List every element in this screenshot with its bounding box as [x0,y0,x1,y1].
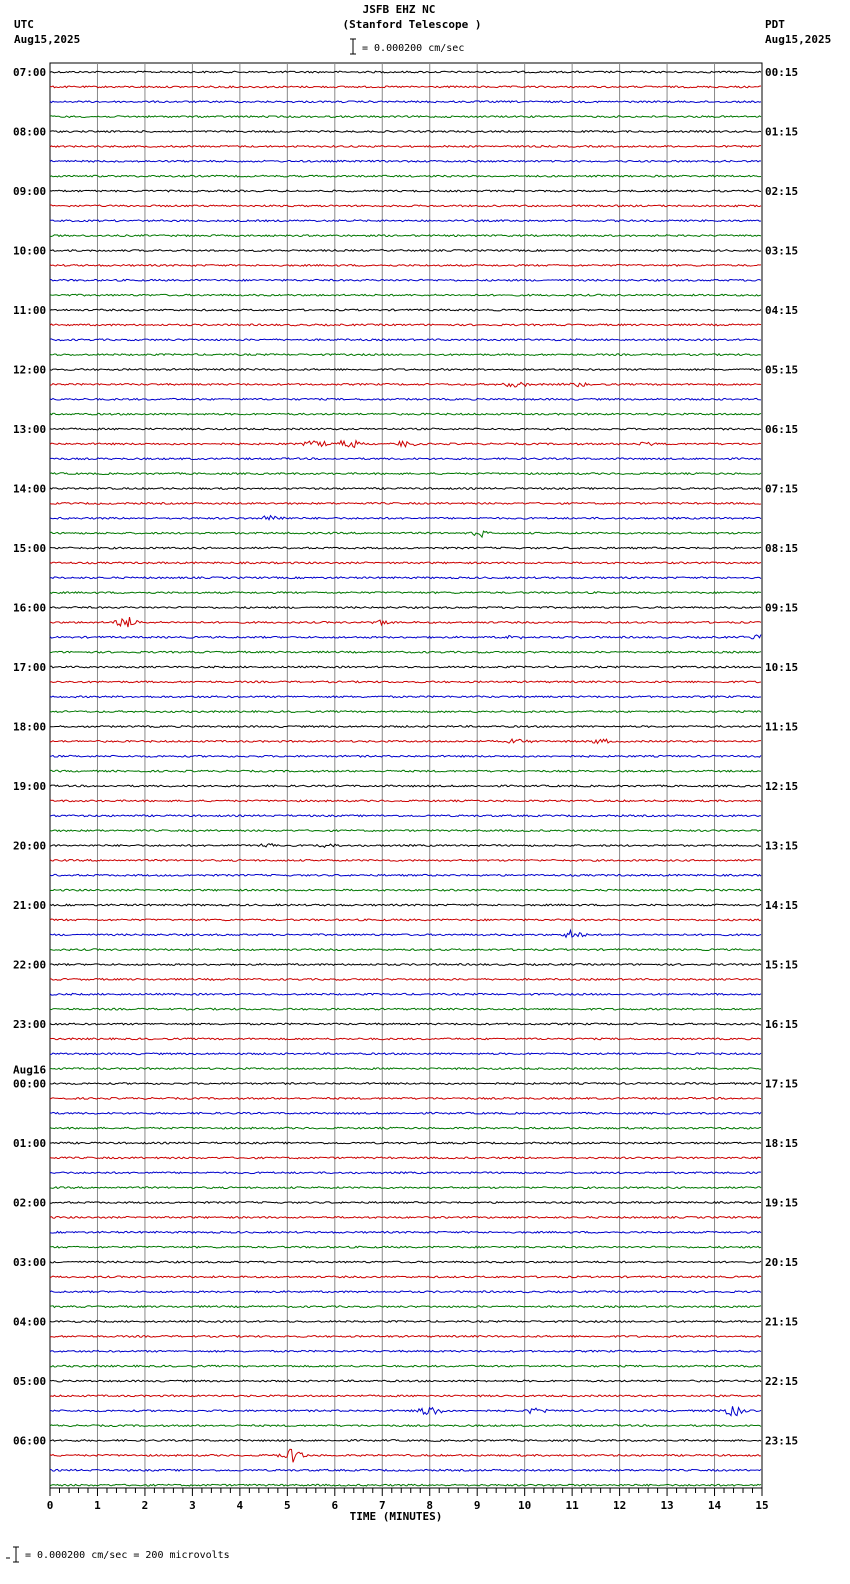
seismic-trace [50,711,761,713]
seismic-trace [50,294,761,296]
utc-hour-label: 09:00 [13,185,47,198]
utc-hour-label: 14:00 [13,482,47,496]
utc-hour-label: 21:00 [13,899,47,912]
seismic-trace [50,577,761,579]
pdt-hour-label: 01:15 [765,125,799,139]
seismic-trace [50,562,761,564]
seismic-trace [50,1187,761,1189]
seismic-trace [50,71,761,73]
utc-hour-label: 17:00 [13,661,47,674]
left-date: Aug15,2025 [14,33,81,46]
seismic-trace [50,1335,761,1337]
seismic-trace [50,1157,761,1159]
pdt-hour-label: 04:15 [765,304,799,317]
utc-hour-label: 19:00 [13,780,47,793]
pdt-hour-label: 22:15 [765,1375,799,1388]
utc-hour-label: 03:00 [13,1256,47,1269]
seismic-trace [50,830,761,832]
seismic-trace [50,1306,761,1308]
seismic-trace [50,1365,761,1367]
pdt-hour-label: 17:15 [765,1077,799,1091]
seismic-trace [50,874,761,876]
pdt-hour-label: 06:15 [765,423,799,436]
seismic-trace [50,681,761,683]
pdt-hour-label: 07:15 [765,482,799,496]
seismic-trace [50,1202,761,1204]
seismic-trace [50,1053,761,1055]
seismic-trace [50,993,761,995]
seismic-trace [50,1321,761,1323]
x-axis-label: TIME (MINUTES) [349,1510,443,1523]
pdt-hour-label: 16:15 [765,1018,799,1031]
seismic-trace [50,116,761,118]
seismic-trace [50,739,761,743]
x-tick-label: 1 [94,1499,101,1512]
utc-hour-label: 23:00 [13,1018,47,1031]
pdt-hour-label: 19:15 [765,1196,799,1210]
seismic-trace [50,175,761,177]
right-date: Aug15,2025 [765,33,832,46]
seismic-trace [50,441,761,448]
seismic-trace [50,844,761,848]
seismic-trace [50,1440,761,1442]
left-timezone: UTC [14,18,34,31]
utc-hour-label: 07:00 [13,66,47,79]
x-tick-label: 0 [46,1499,54,1512]
pdt-hour-label: 23:15 [765,1434,799,1448]
seismic-trace [50,160,761,162]
x-tick-label: 13 [660,1499,674,1512]
seismic-trace [50,309,761,311]
seismic-trace [50,1380,761,1382]
seismic-trace [50,1142,761,1144]
seismic-trace [50,1484,761,1486]
x-tick-label: 8 [426,1499,434,1512]
seismic-trace [50,131,761,133]
right-timezone: PDT [765,18,785,31]
station-title: JSFB EHZ NC [362,3,436,16]
seismic-trace [50,978,761,980]
seismic-trace [50,205,761,207]
pdt-hour-label: 10:15 [765,661,799,674]
utc-hour-label: 15:00 [13,542,47,555]
seismic-trace [50,250,761,252]
utc-hour-label: 16:00 [13,601,47,615]
seismic-trace [50,86,761,88]
seismic-trace [50,1449,761,1462]
seismic-trace [50,1276,761,1278]
utc-hour-label: 11:00 [13,304,47,317]
footer-scale-text: = 0.000200 cm/sec = 200 microvolts [25,1550,230,1561]
seismic-trace [50,488,761,490]
x-tick-label: 3 [189,1499,196,1512]
seismic-trace [50,1216,761,1218]
seismic-trace [50,1038,761,1040]
x-tick-label: 6 [331,1499,339,1512]
seismic-trace [50,1127,761,1129]
telescope-subtitle: (Stanford Telescope ) [342,18,482,31]
x-tick-label: 12 [612,1499,627,1512]
seismic-trace [50,1395,761,1397]
seismic-trace [50,1112,761,1114]
utc-hour-label: 01:00 [13,1137,47,1150]
seismic-trace [50,1008,761,1010]
seismic-trace [50,354,761,356]
utc-hour-label: 02:00 [13,1196,47,1210]
x-tick-label: 15 [755,1499,769,1512]
seismic-trace [50,458,761,460]
seismic-trace [50,1023,761,1025]
seismic-trace [50,815,761,817]
seismic-trace [50,279,761,281]
utc-hour-label: 13:00 [13,423,47,436]
seismic-trace [50,324,761,326]
seismic-trace [50,607,761,609]
seismic-trace [50,904,761,906]
x-tick-label: 10 [518,1499,532,1512]
utc-hour-label: 00:00 [13,1077,47,1091]
seismic-trace [50,1231,761,1233]
seismic-trace [50,800,761,802]
seismic-trace [50,785,761,787]
pdt-hour-label: 12:15 [765,780,799,793]
seismic-trace [50,473,761,475]
utc-hour-label: 04:00 [13,1315,47,1329]
seismic-trace [50,1172,761,1174]
pdt-hour-label: 05:15 [765,363,799,377]
scale-text: = 0.000200 cm/sec [362,43,465,54]
utc-hour-label: 10:00 [13,244,47,258]
pdt-hour-label: 09:15 [765,601,799,615]
utc-hour-label: 08:00 [13,125,47,139]
seismic-trace [50,516,761,520]
x-tick-label: 9 [473,1499,481,1512]
seismic-trace [50,1425,761,1427]
seismic-trace [50,592,761,594]
seismic-trace [50,755,761,757]
seismic-trace [50,696,761,698]
pdt-hour-label: 03:15 [765,244,799,258]
seismic-trace [50,964,761,966]
seismic-trace [50,547,761,549]
pdt-hour-label: 21:15 [765,1315,799,1329]
date-change-label: Aug16 [13,1063,47,1077]
utc-hour-label: 12:00 [13,363,47,377]
seismic-trace [50,428,761,430]
seismic-trace [50,1291,761,1293]
pdt-hour-label: 13:15 [765,839,799,853]
pdt-hour-label: 11:15 [765,720,799,734]
seismic-trace [50,1469,761,1471]
seismic-trace [50,1068,761,1070]
seismic-trace [50,1246,761,1248]
seismic-trace [50,235,761,237]
x-tick-label: 4 [236,1499,244,1512]
pdt-hour-label: 00:15 [765,66,799,79]
seismic-trace [50,930,761,937]
seismic-trace [50,264,761,266]
utc-hour-label: 22:00 [13,958,47,972]
utc-hour-label: 18:00 [13,720,47,734]
seismic-trace [50,1406,761,1415]
seismic-trace [50,726,761,728]
seismic-trace [50,382,761,387]
utc-hour-label: 05:00 [13,1375,47,1388]
pdt-hour-label: 20:15 [765,1256,799,1269]
seismic-trace [50,770,761,772]
utc-hour-label: 20:00 [13,839,47,853]
pdt-hour-label: 15:15 [765,958,799,972]
pdt-hour-label: 08:15 [765,542,799,555]
x-tick-label: 2 [141,1499,149,1512]
utc-hour-label: 06:00 [13,1434,47,1448]
pdt-hour-label: 18:15 [765,1137,799,1150]
seismic-trace [50,190,761,192]
footer-scale-icon [4,1546,26,1564]
x-tick-label: 11 [565,1499,579,1512]
pdt-hour-label: 14:15 [765,899,799,912]
seismic-trace [50,502,761,504]
seismic-trace [50,651,761,653]
seismic-trace [50,369,761,371]
seismic-trace [50,1350,761,1352]
seismic-trace [50,919,761,921]
pdt-hour-label: 02:15 [765,185,799,198]
x-tick-label: 5 [284,1499,291,1512]
seismic-trace [50,339,761,341]
seismic-trace [50,398,761,400]
seismic-trace [50,145,761,147]
seismic-trace [50,949,761,951]
seismic-trace [50,889,761,891]
plot-frame [50,63,762,1488]
x-tick-label: 7 [378,1499,386,1512]
seismic-trace [50,413,761,415]
seismic-trace [50,1097,761,1099]
seismic-trace [50,101,761,103]
x-tick-label: 14 [707,1499,722,1512]
seismic-trace [50,1261,761,1263]
seismic-trace [50,220,761,222]
seismic-trace [50,617,761,627]
seismic-trace [50,531,761,537]
seismic-trace [50,635,761,639]
seismic-trace [50,859,761,861]
seismic-trace [50,666,761,668]
seismic-trace [50,1083,761,1085]
